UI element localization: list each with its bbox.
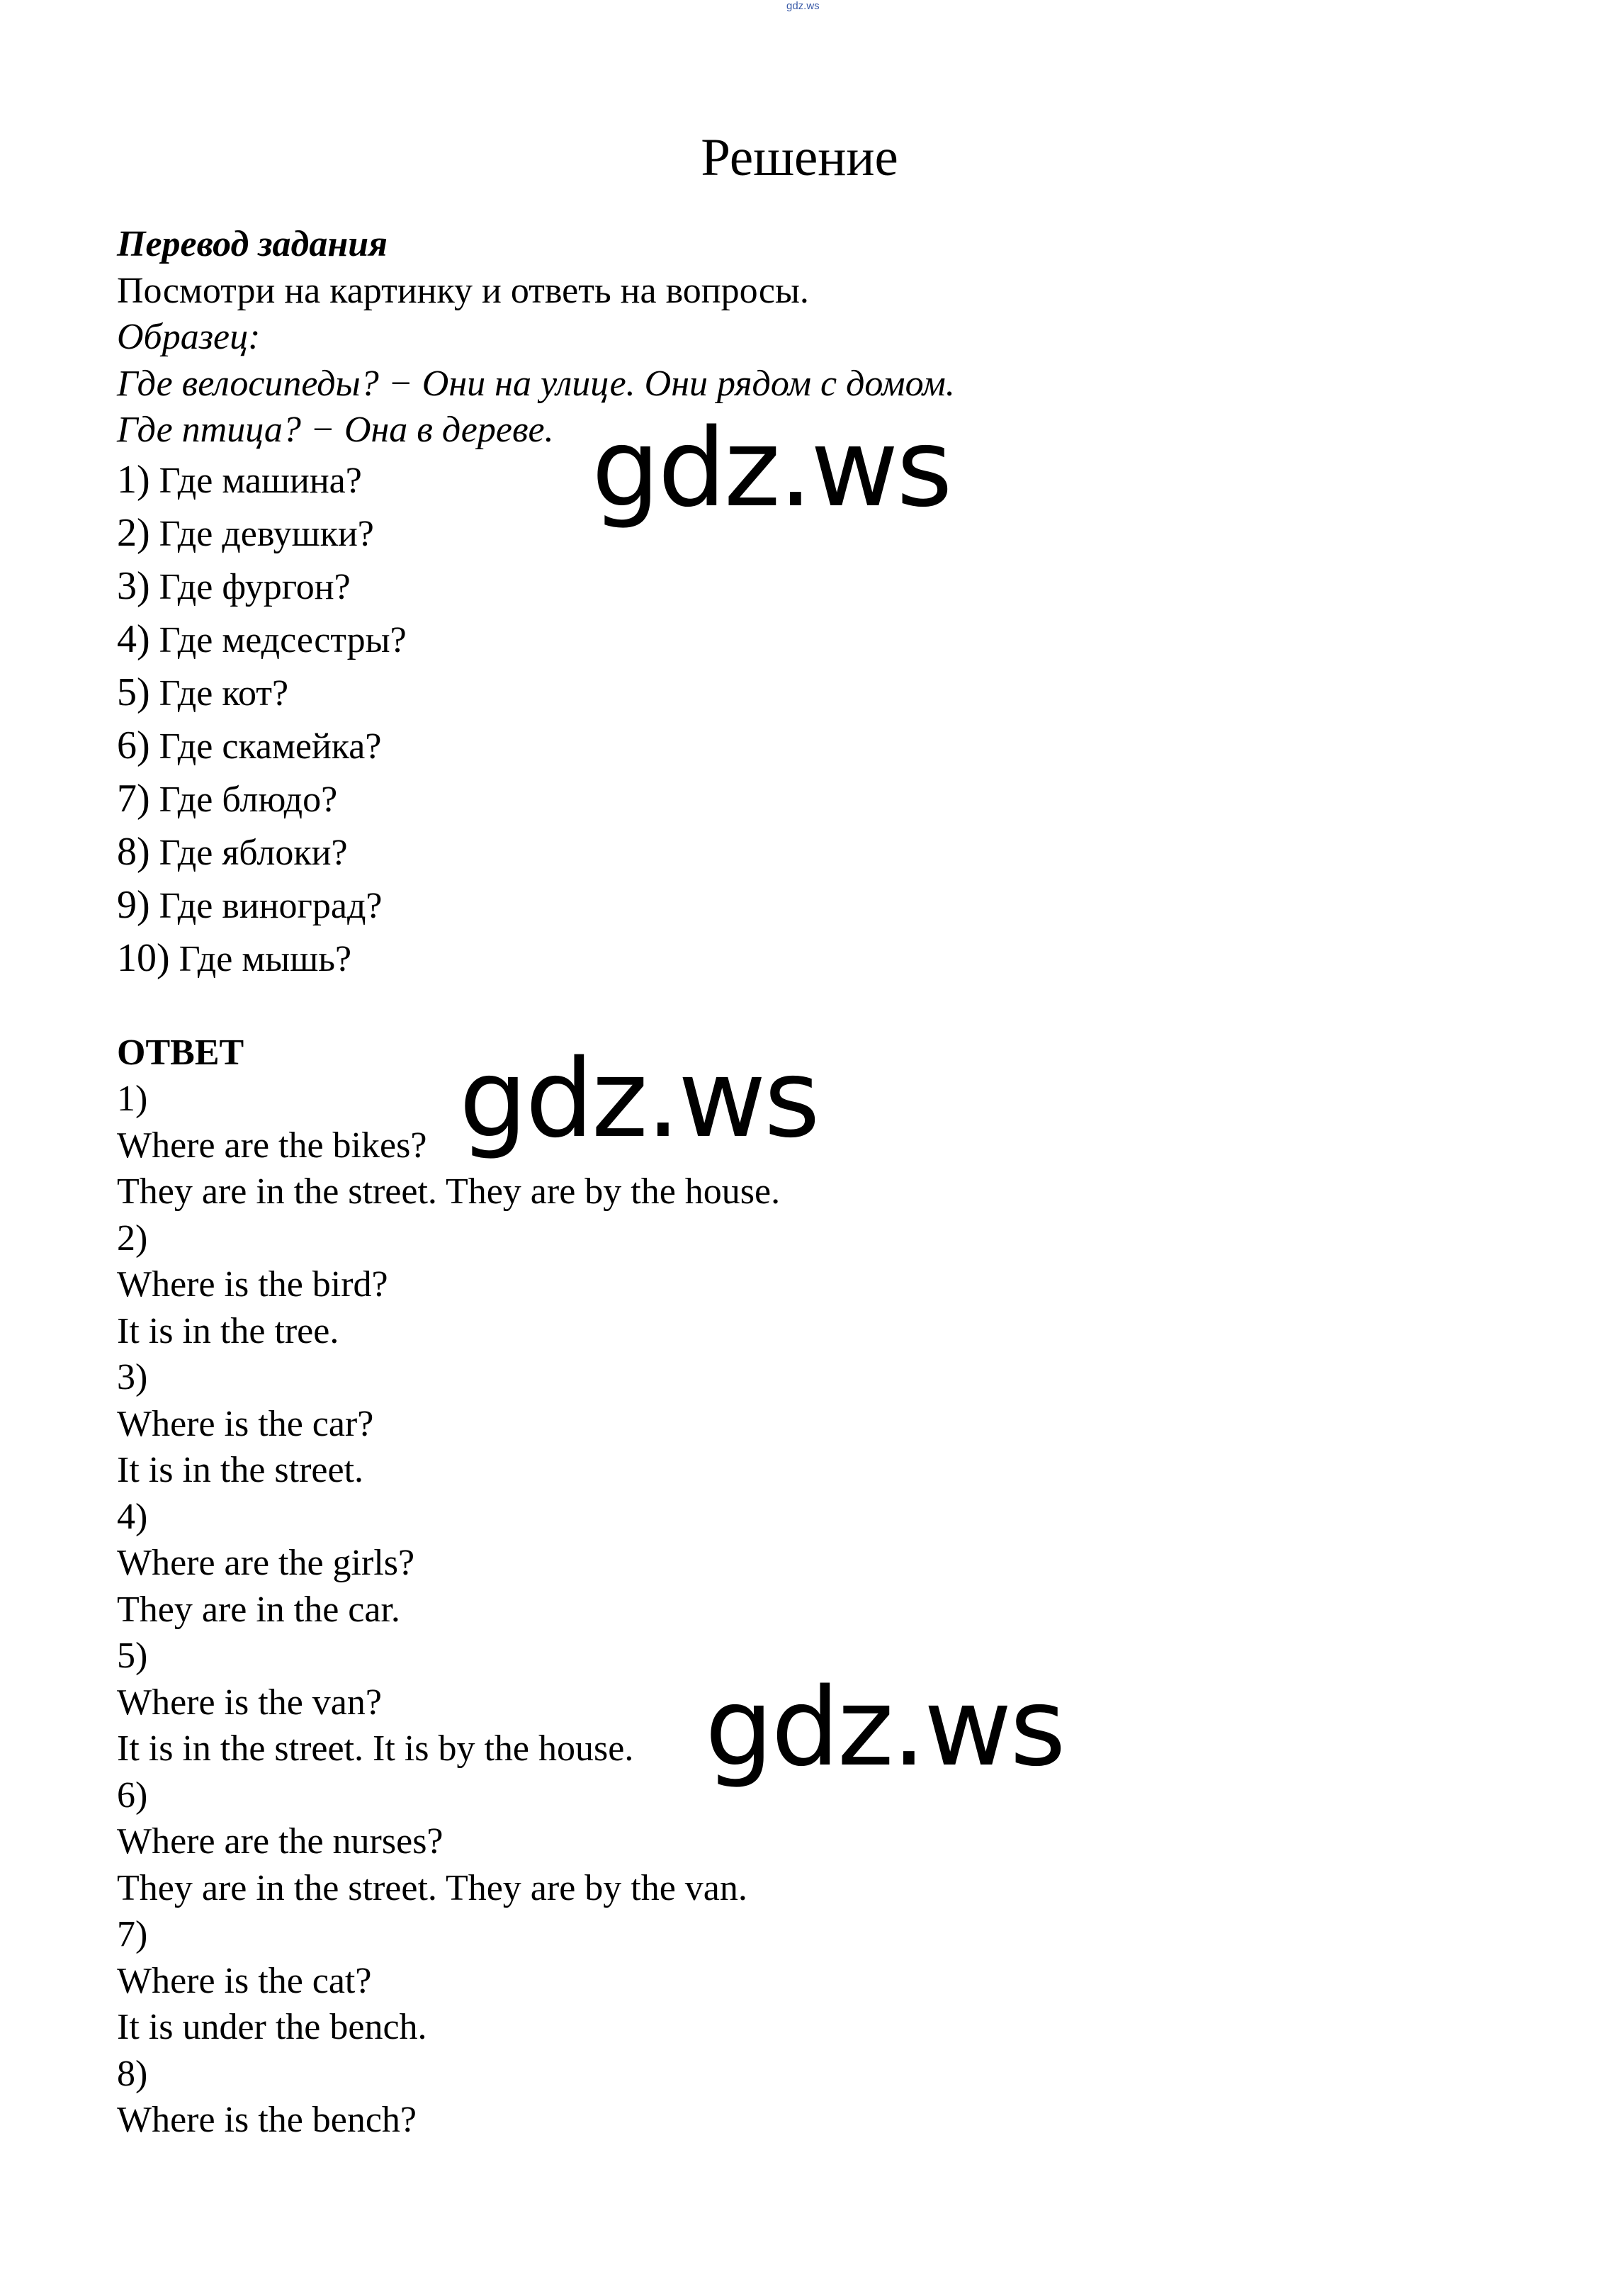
question-item xyxy=(117,932,1498,985)
answer-heading: ОТВЕТ xyxy=(117,1032,244,1073)
question-item xyxy=(117,826,1498,879)
answer-question: Where is the bird? xyxy=(117,1264,388,1305)
question-text: Где медсестры? xyxy=(149,619,407,660)
question-number: 7) xyxy=(117,776,150,821)
watermark-text: gdz.ws xyxy=(592,405,951,531)
task-heading: Перевод задания xyxy=(117,224,388,264)
answer-question: Where is the van? xyxy=(117,1682,382,1723)
answer-list xyxy=(117,1076,1498,2144)
question-number: 5) xyxy=(117,670,150,714)
top-mark-text: gdz.ws xyxy=(786,0,820,12)
answer-number: 8) xyxy=(117,2053,148,2094)
sample-line: Где велосипеды? − Они на улице. Они рядом с домом. xyxy=(117,363,955,404)
question-number: 9) xyxy=(117,882,150,927)
answer-question: Where are the girls? xyxy=(117,1543,415,1583)
sample-label: Образец: xyxy=(117,317,261,357)
answer-reply: It is under the bench. xyxy=(117,2007,427,2047)
question-item xyxy=(117,666,1498,719)
question-item xyxy=(117,613,1498,666)
question-number: 10) xyxy=(117,935,170,980)
question-text: Где скамейка? xyxy=(149,726,382,767)
answer-number: 6) xyxy=(117,1774,148,1816)
answer-number: 5) xyxy=(117,1636,148,1676)
answer-reply: They are in the car. xyxy=(117,1589,400,1630)
question-item xyxy=(117,560,1498,613)
question-number: 1) xyxy=(117,457,150,502)
question-text: Где виноград? xyxy=(149,885,383,926)
question-number: 8) xyxy=(117,829,150,874)
question-text: Где кот? xyxy=(149,673,289,714)
question-text: Где девушки? xyxy=(149,513,374,554)
question-number: 2) xyxy=(117,510,150,555)
answer-reply: It is in the street. It is by the house. xyxy=(117,1728,634,1769)
answer-question: Where are the bikes? xyxy=(117,1125,427,1166)
question-text: Где блюдо? xyxy=(149,779,338,820)
task-instruction: Посмотри на картинку и ответь на вопросы. xyxy=(117,270,809,311)
answer-reply: It is in the tree. xyxy=(117,1310,339,1351)
question-item xyxy=(117,719,1498,772)
question-text: Где машина? xyxy=(149,460,362,501)
question-text: Где мышь? xyxy=(169,938,352,979)
answer-number: 1) xyxy=(117,1079,148,1119)
sample-line: Где птица? − Она в дереве. xyxy=(117,410,554,450)
answer-number: 4) xyxy=(117,1496,148,1537)
page-title: Решение xyxy=(701,128,898,187)
answer-question: Where are the nurses? xyxy=(117,1821,443,1862)
watermark-text: gdz.ws xyxy=(459,1036,818,1161)
question-list xyxy=(117,454,1498,985)
question-number: 3) xyxy=(117,563,150,608)
answer-question: Where is the cat? xyxy=(117,1960,372,2001)
answer-number: 3) xyxy=(117,1357,148,1397)
question-number: 4) xyxy=(117,617,150,661)
question-item xyxy=(117,772,1498,826)
answer-question: Where is the bench? xyxy=(117,2100,417,2140)
question-item xyxy=(117,879,1498,932)
answer-number: 2) xyxy=(117,1217,148,1259)
answer-reply: They are in the street. They are by the house. xyxy=(117,1171,781,1212)
answer-question: Where is the car? xyxy=(117,1403,374,1444)
answer-reply: They are in the street. They are by the van. xyxy=(117,1867,747,1908)
watermark-text: gdz.ws xyxy=(705,1665,1064,1790)
question-text: Где яблоки? xyxy=(149,832,348,873)
answer-number: 7) xyxy=(117,1914,148,1954)
question-number: 6) xyxy=(117,723,150,767)
question-text: Где фургон? xyxy=(149,566,351,607)
answer-reply: It is in the street. xyxy=(117,1450,364,1490)
section-gap xyxy=(117,985,1498,1030)
